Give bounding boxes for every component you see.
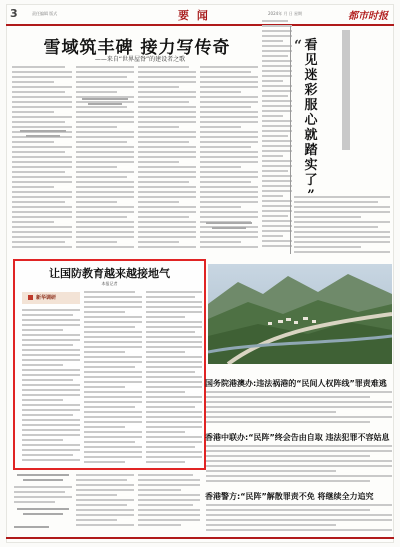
section-badge bbox=[14, 526, 72, 531]
masthead bbox=[6, 4, 394, 26]
feature-column-3 bbox=[146, 291, 202, 467]
footer-rule bbox=[6, 537, 394, 539]
hk-headline-2[interactable]: 香港中联办:“民阵”终会告由自取 违法犯罪不容姑息 bbox=[205, 433, 390, 442]
lead-headline[interactable]: 雪域筑丰碑 接力写传奇 bbox=[43, 38, 231, 58]
brief-headline-2[interactable] bbox=[14, 508, 72, 515]
commentary-subhead-column bbox=[336, 30, 390, 180]
hk-story-3-body bbox=[206, 504, 392, 534]
date-line: 2024年 月 日 星期 bbox=[268, 11, 302, 16]
commentary-open-quote: “ bbox=[294, 38, 303, 54]
lead-column-1 bbox=[12, 66, 72, 256]
hk-headline-1[interactable]: 国务院港澳办:违法祸港的“民间人权阵线”罪责难逃 bbox=[205, 379, 387, 388]
page-editor: 责任编辑 版式 bbox=[32, 11, 58, 16]
landscape-image bbox=[208, 264, 392, 364]
hk-headline-3[interactable]: 香港警方:“民阵”解散罪责不免 将继续全力追究 bbox=[205, 492, 374, 501]
lead-column-3 bbox=[138, 66, 196, 256]
brief-body-1 bbox=[14, 486, 72, 506]
feature-badge: 新华调研 bbox=[22, 292, 80, 304]
feature-byline: 本报记者 bbox=[101, 281, 118, 286]
feature-article[interactable] bbox=[13, 259, 206, 470]
lead-subheadline: ——来自“世界屋脊”的建设者之歌 bbox=[94, 56, 186, 63]
feature-column-2 bbox=[84, 291, 142, 467]
hk-story-1-body bbox=[206, 391, 392, 427]
brief-headline-1[interactable] bbox=[14, 474, 72, 481]
feature-column-1 bbox=[22, 309, 80, 467]
commentary-body bbox=[294, 196, 390, 256]
lead-subhead-3 bbox=[200, 222, 258, 229]
newspaper-logo: 都市时报 bbox=[348, 11, 388, 22]
lead-column-5 bbox=[262, 20, 292, 256]
brief-column-3 bbox=[138, 474, 200, 534]
lead-column-2 bbox=[76, 66, 134, 256]
page-number: 3 bbox=[10, 7, 18, 20]
feature-title[interactable]: 让国防教育越来越接地气 bbox=[49, 267, 170, 280]
section-name: 要 闻 bbox=[178, 9, 210, 22]
commentary-title[interactable]: 看 见 迷 彩 服 心 就 踏 实 了 bbox=[304, 38, 318, 188]
lead-subhead-1 bbox=[76, 98, 134, 105]
column-divider bbox=[290, 26, 291, 254]
brief-column-2 bbox=[76, 474, 134, 534]
mountain-village-photo bbox=[208, 264, 392, 364]
hk-story-2-body bbox=[206, 445, 392, 485]
lead-subhead-2 bbox=[14, 130, 72, 137]
